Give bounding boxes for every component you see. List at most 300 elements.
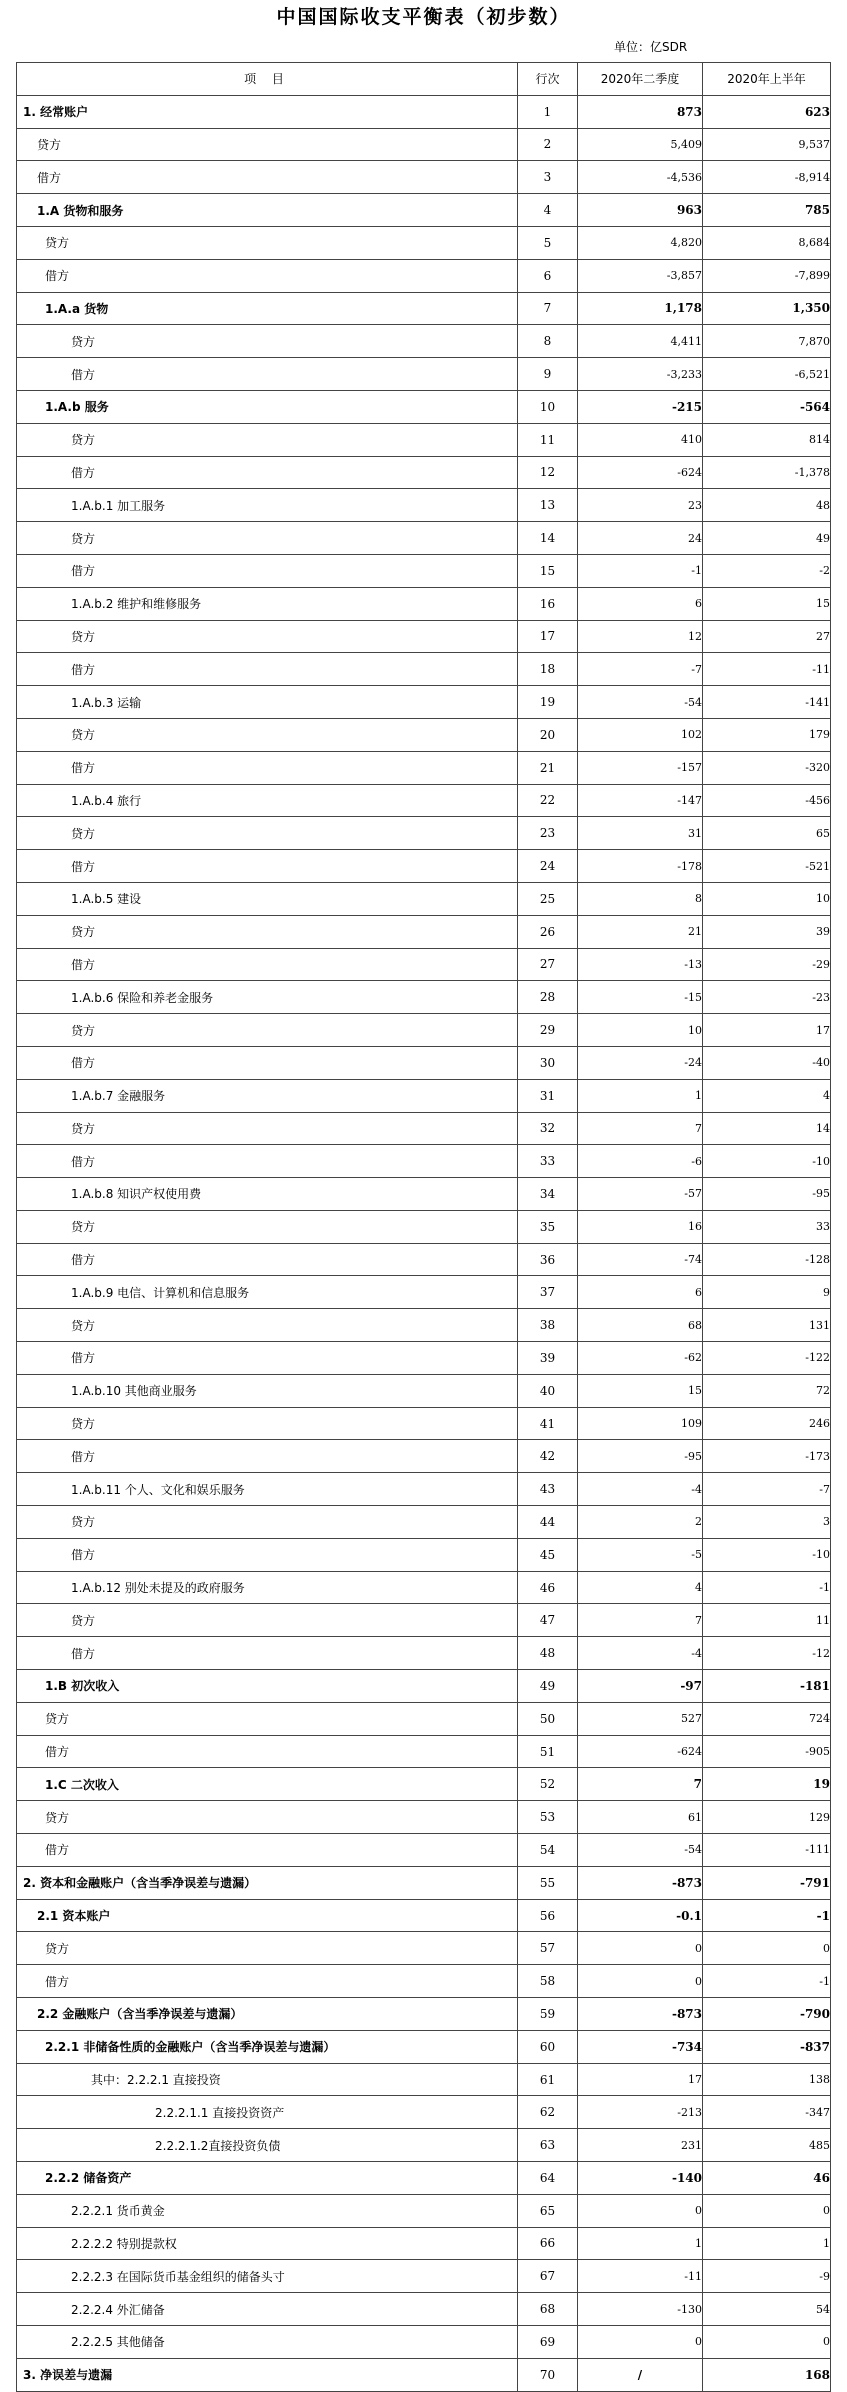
value-2020-q2: 61 [578,1801,703,1834]
row-item-label: 贷方 [17,522,518,555]
value-2020-q2: 16 [578,1210,703,1243]
table-row [17,1112,831,1145]
value-2020-q2: 5,409 [578,128,703,161]
value-2020-h1: -837 [703,2030,831,2063]
header-2020-h1: 2020年上半年 [703,63,831,96]
table-row [17,1768,831,1801]
value-2020-h1: -95 [703,1178,831,1211]
row-item-label: 2.2.2.2 特别提款权 [17,2227,518,2260]
value-2020-h1: -456 [703,784,831,817]
row-item-label: 借方 [17,1965,518,1998]
row-item-label: 贷方 [17,620,518,653]
row-item-label: 3. 净误差与遗漏 [17,2358,518,2391]
row-item-label: 借方 [17,161,518,194]
value-2020-q2: -178 [578,850,703,883]
row-item-label: 贷方 [17,1112,518,1145]
value-2020-q2: 8 [578,882,703,915]
row-number: 67 [518,2260,578,2293]
row-number: 40 [518,1374,578,1407]
value-2020-q2: 6 [578,1276,703,1309]
value-2020-h1: 9 [703,1276,831,1309]
table-row [17,259,831,292]
value-2020-q2: -0.1 [578,1899,703,1932]
value-2020-h1: -111 [703,1834,831,1867]
row-number: 58 [518,1965,578,1998]
row-item-label: 借方 [17,1637,518,1670]
row-number: 47 [518,1604,578,1637]
header-row-no: 行次 [518,63,578,96]
value-2020-h1: 48 [703,489,831,522]
row-number: 69 [518,2325,578,2358]
table-row [17,1932,831,1965]
table-row [17,2227,831,2260]
table-row [17,2358,831,2391]
value-2020-q2: 23 [578,489,703,522]
table-row [17,2063,831,2096]
table-row [17,358,831,391]
row-number: 36 [518,1243,578,1276]
row-item-label: 1.A.b.5 建设 [17,882,518,915]
value-2020-q2: 2 [578,1506,703,1539]
value-2020-q2: / [578,2358,703,2391]
row-item-label: 1.B 初次收入 [17,1670,518,1703]
value-2020-q2: -873 [578,1998,703,2031]
row-number: 5 [518,226,578,259]
table-row [17,1374,831,1407]
value-2020-q2: -15 [578,981,703,1014]
row-item-label: 1.A.a 货物 [17,292,518,325]
value-2020-h1: -11 [703,653,831,686]
value-2020-q2: -7 [578,653,703,686]
value-2020-h1: 27 [703,620,831,653]
row-number: 9 [518,358,578,391]
page-title: 中国国际收支平衡表（初步数） [276,6,571,28]
table-row [17,1243,831,1276]
table-row [17,1178,831,1211]
value-2020-q2: 21 [578,915,703,948]
value-2020-q2: -157 [578,751,703,784]
value-2020-h1: -564 [703,390,831,423]
value-2020-h1: -141 [703,686,831,719]
value-2020-h1: 39 [703,915,831,948]
value-2020-h1: 8,684 [703,226,831,259]
row-number: 31 [518,1079,578,1112]
row-item-label: 借方 [17,259,518,292]
table-row [17,1834,831,1867]
value-2020-q2: 0 [578,2194,703,2227]
row-item-label: 贷方 [17,1407,518,1440]
row-number: 53 [518,1801,578,1834]
value-2020-h1: 65 [703,817,831,850]
value-2020-q2: -6 [578,1145,703,1178]
row-item-label: 1.A.b.11 个人、文化和娱乐服务 [17,1473,518,1506]
value-2020-h1: 15 [703,587,831,620]
row-number: 54 [518,1834,578,1867]
row-number: 62 [518,2096,578,2129]
table-row [17,1210,831,1243]
value-2020-h1: 0 [703,2325,831,2358]
table-row [17,1538,831,1571]
row-number: 32 [518,1112,578,1145]
value-2020-h1: 785 [703,194,831,227]
table-row [17,1637,831,1670]
value-2020-h1: 3 [703,1506,831,1539]
balance-of-payments-table [16,62,831,2392]
table-row [17,2162,831,2195]
row-number: 21 [518,751,578,784]
row-item-label: 贷方 [17,817,518,850]
row-item-label: 2.2.2.1.2直接投资负债 [17,2129,518,2162]
value-2020-h1: 33 [703,1210,831,1243]
table-row [17,817,831,850]
value-2020-h1: -2 [703,554,831,587]
row-item-label: 贷方 [17,718,518,751]
table-body [17,95,831,2391]
table-row [17,751,831,784]
table-row [17,554,831,587]
value-2020-h1: -40 [703,1046,831,1079]
row-number: 11 [518,423,578,456]
value-2020-q2: 527 [578,1702,703,1735]
row-number: 34 [518,1178,578,1211]
row-number: 66 [518,2227,578,2260]
value-2020-q2: 10 [578,1014,703,1047]
table-row [17,456,831,489]
row-number: 52 [518,1768,578,1801]
value-2020-q2: -74 [578,1243,703,1276]
row-item-label: 2.2.2.5 其他储备 [17,2325,518,2358]
value-2020-q2: 68 [578,1309,703,1342]
table-row [17,1079,831,1112]
value-2020-h1: 46 [703,2162,831,2195]
value-2020-h1: 0 [703,2194,831,2227]
table-row [17,1014,831,1047]
value-2020-h1: 485 [703,2129,831,2162]
table-row [17,2030,831,2063]
row-item-label: 2.2.2.1 货币黄金 [17,2194,518,2227]
row-item-label: 借方 [17,653,518,686]
table-row [17,2293,831,2326]
row-number: 22 [518,784,578,817]
value-2020-q2: -4,536 [578,161,703,194]
value-2020-h1: 1 [703,2227,831,2260]
unit-label: 单位：亿SDR [614,40,688,54]
table-row [17,1473,831,1506]
table-row [17,1046,831,1079]
row-number: 10 [518,390,578,423]
row-number: 44 [518,1506,578,1539]
value-2020-q2: -624 [578,1735,703,1768]
row-number: 19 [518,686,578,719]
value-2020-h1: 72 [703,1374,831,1407]
table-row [17,915,831,948]
row-item-label: 借方 [17,1538,518,1571]
value-2020-h1: 11 [703,1604,831,1637]
value-2020-q2: -130 [578,2293,703,2326]
row-number: 41 [518,1407,578,1440]
row-number: 30 [518,1046,578,1079]
table-row [17,1407,831,1440]
row-number: 13 [518,489,578,522]
row-item-label: 贷方 [17,1702,518,1735]
row-number: 70 [518,2358,578,2391]
row-number: 45 [518,1538,578,1571]
row-number: 16 [518,587,578,620]
value-2020-q2: 7 [578,1768,703,1801]
value-2020-q2: 1 [578,1079,703,1112]
value-2020-h1: 54 [703,2293,831,2326]
value-2020-h1: -10 [703,1145,831,1178]
value-2020-h1: -1 [703,1899,831,1932]
row-number: 63 [518,2129,578,2162]
value-2020-h1: -1 [703,1965,831,1998]
row-item-label: 借方 [17,948,518,981]
value-2020-h1: -128 [703,1243,831,1276]
value-2020-h1: 10 [703,882,831,915]
table-row [17,522,831,555]
row-item-label: 1.A.b.8 知识产权使用费 [17,1178,518,1211]
row-item-label: 2.2.2 储备资产 [17,2162,518,2195]
value-2020-h1: 1,350 [703,292,831,325]
value-2020-q2: 24 [578,522,703,555]
table-row [17,1440,831,1473]
value-2020-h1: -181 [703,1670,831,1703]
row-item-label: 贷方 [17,325,518,358]
row-item-label: 1.A 货物和服务 [17,194,518,227]
row-number: 7 [518,292,578,325]
table-row [17,161,831,194]
value-2020-q2: 4 [578,1571,703,1604]
table-row [17,226,831,259]
row-item-label: 1.A.b.1 加工服务 [17,489,518,522]
row-item-label: 借方 [17,1834,518,1867]
row-number: 42 [518,1440,578,1473]
row-item-label: 借方 [17,751,518,784]
row-number: 23 [518,817,578,850]
value-2020-q2: -54 [578,686,703,719]
table-row [17,1801,831,1834]
value-2020-h1: -790 [703,1998,831,2031]
row-item-label: 2.2.2.1.1 直接投资资产 [17,2096,518,2129]
table-row [17,1998,831,2031]
value-2020-h1: -1,378 [703,456,831,489]
table-row [17,2096,831,2129]
value-2020-q2: -1 [578,554,703,587]
row-number: 59 [518,1998,578,2031]
row-item-label: 2.2.1 非储备性质的金融账户（含当季净误差与遗漏） [17,2030,518,2063]
table-row [17,2325,831,2358]
table-row [17,1145,831,1178]
value-2020-h1: -1 [703,1571,831,1604]
value-2020-h1: -905 [703,1735,831,1768]
table-row [17,390,831,423]
row-number: 33 [518,1145,578,1178]
value-2020-q2: 873 [578,95,703,128]
row-number: 51 [518,1735,578,1768]
row-number: 20 [518,718,578,751]
value-2020-h1: -23 [703,981,831,1014]
row-item-label: 贷方 [17,915,518,948]
value-2020-q2: -4 [578,1637,703,1670]
row-item-label: 1.A.b.3 运输 [17,686,518,719]
value-2020-h1: -521 [703,850,831,883]
table-row [17,1866,831,1899]
value-2020-q2: 1,178 [578,292,703,325]
row-item-label: 1.A.b.12 别处未提及的政府服务 [17,1571,518,1604]
table-row [17,1276,831,1309]
value-2020-h1: -347 [703,2096,831,2129]
value-2020-q2: -11 [578,2260,703,2293]
row-number: 38 [518,1309,578,1342]
table-row [17,882,831,915]
value-2020-h1: -173 [703,1440,831,1473]
value-2020-h1: 0 [703,1932,831,1965]
row-item-label: 借方 [17,358,518,391]
row-number: 28 [518,981,578,1014]
value-2020-q2: -624 [578,456,703,489]
row-number: 15 [518,554,578,587]
row-number: 17 [518,620,578,653]
row-item-label: 贷方 [17,1801,518,1834]
value-2020-h1: 246 [703,1407,831,1440]
value-2020-h1: 724 [703,1702,831,1735]
value-2020-q2: 4,411 [578,325,703,358]
header-2020-q2: 2020年二季度 [578,63,703,96]
value-2020-q2: -213 [578,2096,703,2129]
table-row [17,489,831,522]
table-row [17,1735,831,1768]
row-number: 35 [518,1210,578,1243]
value-2020-h1: 623 [703,95,831,128]
table-row [17,128,831,161]
value-2020-h1: -122 [703,1342,831,1375]
row-item-label: 借方 [17,850,518,883]
table-row [17,2260,831,2293]
value-2020-q2: -62 [578,1342,703,1375]
row-number: 24 [518,850,578,883]
value-2020-q2: 6 [578,587,703,620]
table-row [17,718,831,751]
value-2020-q2: 7 [578,1112,703,1145]
row-item-label: 2.2.2.4 外汇储备 [17,2293,518,2326]
row-item-label: 借方 [17,554,518,587]
value-2020-q2: -873 [578,1866,703,1899]
row-number: 14 [518,522,578,555]
value-2020-q2: -95 [578,1440,703,1473]
table-row [17,1309,831,1342]
row-number: 39 [518,1342,578,1375]
value-2020-q2: -97 [578,1670,703,1703]
row-number: 43 [518,1473,578,1506]
row-item-label: 贷方 [17,1210,518,1243]
table-row [17,587,831,620]
row-number: 61 [518,2063,578,2096]
value-2020-q2: -140 [578,2162,703,2195]
row-number: 65 [518,2194,578,2227]
row-number: 8 [518,325,578,358]
row-item-label: 借方 [17,456,518,489]
value-2020-q2: 0 [578,2325,703,2358]
row-item-label: 1.A.b.6 保险和养老金服务 [17,981,518,1014]
row-item-label: 1.A.b.10 其他商业服务 [17,1374,518,1407]
table-row [17,1899,831,1932]
value-2020-q2: 109 [578,1407,703,1440]
value-2020-h1: 814 [703,423,831,456]
row-item-label: 贷方 [17,1604,518,1637]
row-item-label: 贷方 [17,1014,518,1047]
value-2020-q2: 12 [578,620,703,653]
row-item-label: 借方 [17,1735,518,1768]
header-item: 项 目 [17,63,518,96]
value-2020-h1: -8,914 [703,161,831,194]
row-item-label: 贷方 [17,423,518,456]
row-item-label: 其中：2.2.2.1 直接投资 [17,2063,518,2096]
row-item-label: 借方 [17,1046,518,1079]
row-number: 18 [518,653,578,686]
value-2020-q2: 0 [578,1932,703,1965]
row-number: 55 [518,1866,578,1899]
value-2020-h1: -791 [703,1866,831,1899]
value-2020-h1: 19 [703,1768,831,1801]
row-number: 57 [518,1932,578,1965]
value-2020-q2: 4,820 [578,226,703,259]
value-2020-h1: -29 [703,948,831,981]
table-row [17,292,831,325]
table-row [17,1571,831,1604]
row-item-label: 2. 资本和金融账户（含当季净误差与遗漏） [17,1866,518,1899]
value-2020-h1: -12 [703,1637,831,1670]
value-2020-q2: -57 [578,1178,703,1211]
row-item-label: 1. 经常账户 [17,95,518,128]
value-2020-q2: 15 [578,1374,703,1407]
value-2020-q2: -3,233 [578,358,703,391]
table-row [17,1342,831,1375]
row-number: 27 [518,948,578,981]
value-2020-h1: 138 [703,2063,831,2096]
table-row [17,850,831,883]
row-number: 2 [518,128,578,161]
value-2020-q2: 410 [578,423,703,456]
value-2020-h1: 49 [703,522,831,555]
value-2020-q2: 31 [578,817,703,850]
row-number: 68 [518,2293,578,2326]
row-item-label: 1.A.b.7 金融服务 [17,1079,518,1112]
row-number: 25 [518,882,578,915]
table-row [17,620,831,653]
table-row [17,95,831,128]
table-row [17,981,831,1014]
value-2020-q2: 231 [578,2129,703,2162]
row-number: 50 [518,1702,578,1735]
table-row [17,653,831,686]
value-2020-q2: 7 [578,1604,703,1637]
value-2020-q2: -4 [578,1473,703,1506]
value-2020-h1: 9,537 [703,128,831,161]
row-number: 6 [518,259,578,292]
table-row [17,1604,831,1637]
value-2020-h1: -7 [703,1473,831,1506]
value-2020-q2: 0 [578,1965,703,1998]
row-item-label: 1.A.b.9 电信、计算机和信息服务 [17,1276,518,1309]
value-2020-h1: 7,870 [703,325,831,358]
table-row [17,1506,831,1539]
table-row [17,1702,831,1735]
row-number: 60 [518,2030,578,2063]
value-2020-h1: 129 [703,1801,831,1834]
table-row [17,948,831,981]
value-2020-q2: -24 [578,1046,703,1079]
row-item-label: 1.A.b.4 旅行 [17,784,518,817]
